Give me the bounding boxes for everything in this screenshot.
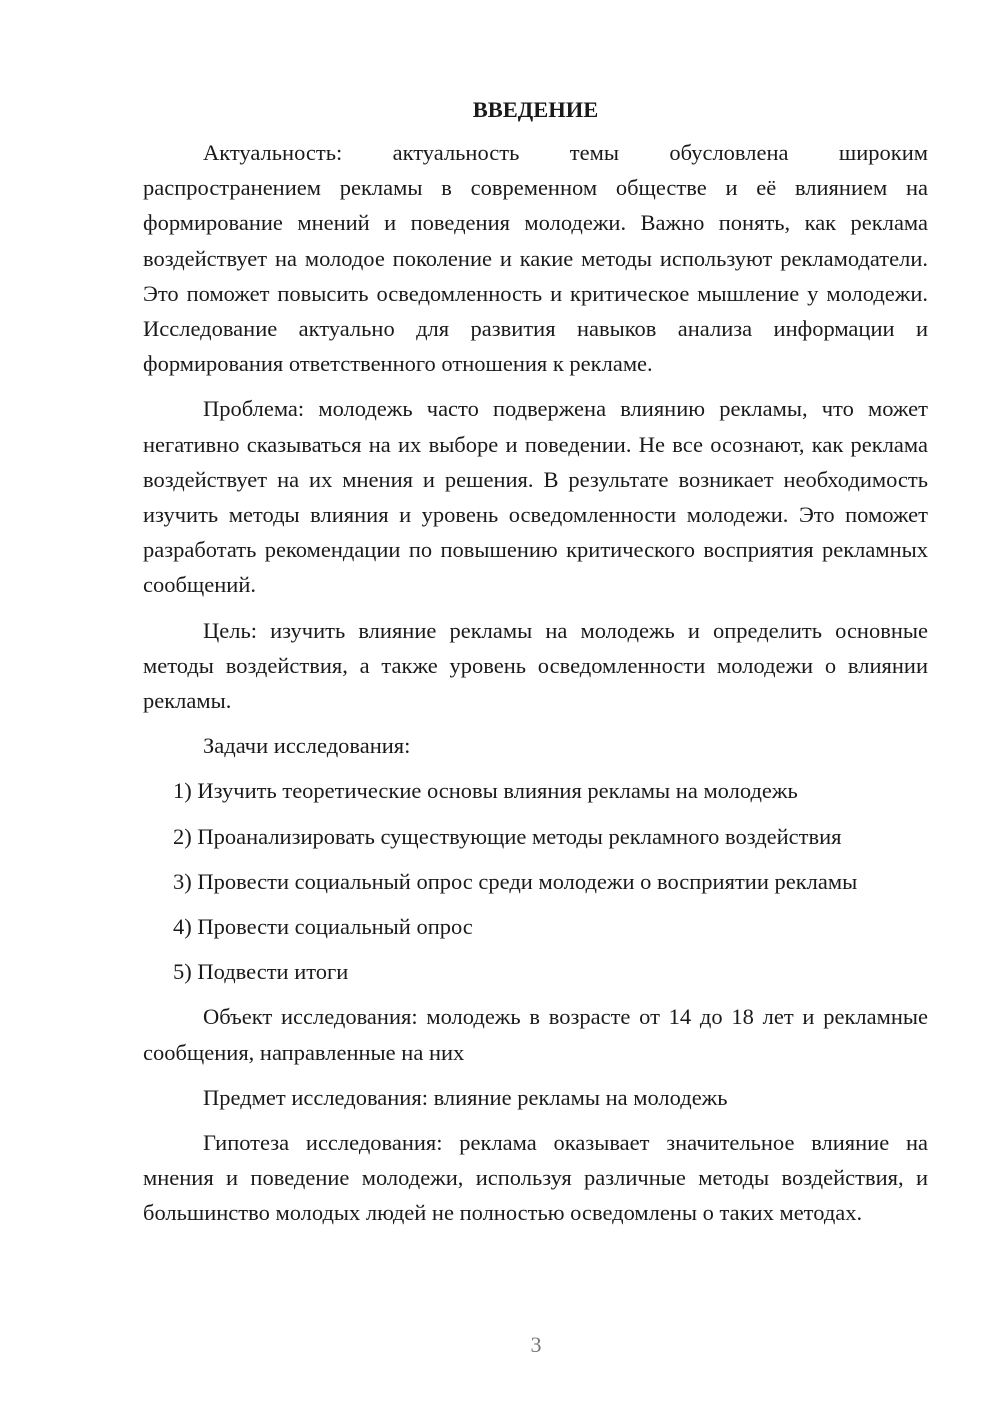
list-item: 1) Изучить теоретические основы влияния рекламы на молодежь [173, 778, 798, 804]
paragraph-goal: Цель: изучить влияние рекламы на молодежь и определить основные методы воздействия, а также уровень осведомленности молодежи о влиянии рекламы. [143, 617, 928, 714]
document-page [143, 92, 928, 1241]
list-item: 3) Провести социальный опрос среди молодежи о восприятии рекламы [173, 868, 858, 894]
tasks-list [143, 773, 928, 989]
list-item: 4) Провести социальный опрос [173, 914, 473, 940]
paragraph-object: Объект исследования: молодежь в возрасте от 14 до 18 лет и рекламные сообщения, направленные на них [143, 1004, 928, 1065]
tasks-heading: Задачи исследования: [203, 733, 411, 759]
list-item: 2) Проанализировать существующие методы рекламного воздействия [173, 823, 842, 849]
paragraph-relevance: Актуальность: актуальность темы обусловлена широким распространением рекламы в современном обществе и её влиянием на формирование мнений и поведения молодежи. Важно понять, как реклама воздействует на молодое поколение и какие методы используют рекламодатели. Это поможет повысить осведомленность и критическое мышление у молодежи. Исследование актуально для развития навыков анализа информации и формирования ответственного отношения к рекламе. [143, 140, 928, 377]
paragraph-hypothesis: Гипотеза исследования: реклама оказывает значительное влияние на мнения и поведение молодежи, используя различные методы воздействия, и большинство молодых людей не полностью осведомлены о таких методах. [143, 1130, 928, 1226]
paragraph-problem: Проблема: молодежь часто подвержена влиянию рекламы, что может негативно сказываться на их выборе и поведении. Не все осознают, как реклама воздействует на их мнения и решения. В результате возникает необходимость изучить методы влияния и уровень осведомленности молодежи. Это поможет разработать рекомендации по повышению критического восприятия рекламных сообщений. [143, 396, 928, 598]
paragraph-subject: Предмет исследования: влияние рекламы на молодежь [203, 1084, 728, 1110]
page-number: 3 [530, 1332, 542, 1357]
list-item: 5) Подвести итоги [173, 959, 349, 985]
page-title: ВВЕДЕНИЕ [472, 97, 599, 122]
